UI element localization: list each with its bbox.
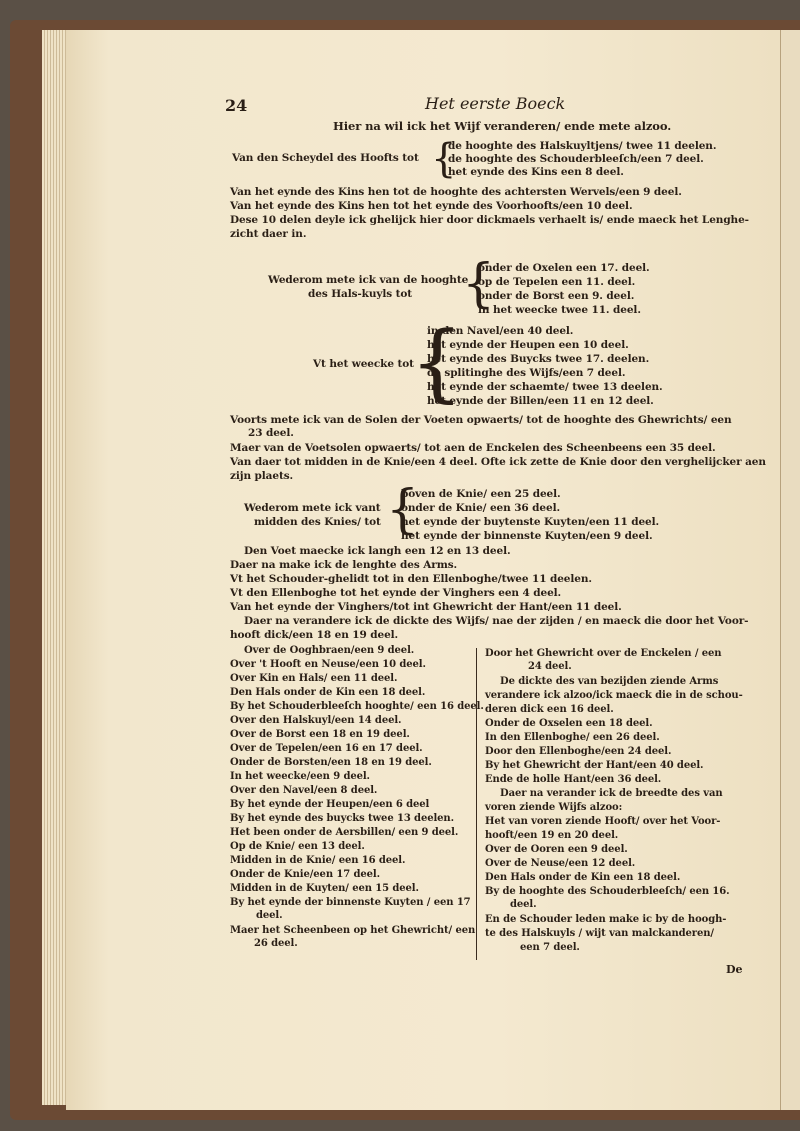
column-line: In den Ellenboghe/ een 26 deel. [485,732,660,743]
column-line: Op de Knie/ een 13 deel. [230,841,365,852]
intro-line: Hier na wil ick het Wijf veranderen/ ende mete alzoo. [333,119,672,133]
column-line: Door den Ellenboghe/een 24 deel. [485,746,672,757]
section3-item: het eynde des Buycks twee 17. deelen. [427,353,650,365]
column-line: 24 deel. [528,661,572,672]
column-line: Over de Neuse/een 12 deel. [485,858,636,869]
section4-item: het eynde der buytenste Kuyten/een 11 deel. [401,516,660,528]
section4-label: Wederom mete ick vant [244,502,381,514]
column-divider [476,648,477,960]
column-line: En de Schouder leden make ic by de hoogh- [485,914,727,925]
facing-page-strip [780,30,800,1110]
column-line: een 7 deel. [520,942,580,953]
text-line: Daer na verandere ick de dickte des Wijfs/ nae der zijden / en maeck die door het Voor- [244,615,749,627]
column-line: By het eynde der Heupen/een 6 deel [230,799,430,810]
column-line: Over den Halskuyl/een 14 deel. [230,715,402,726]
column-line: hooft/een 19 en 20 deel. [485,830,619,841]
text-line: hooft dick/een 18 en 19 deel. [230,629,399,641]
text-line: Vt den Ellenboghe tot het eynde der Vinghers een 4 deel. [230,587,562,599]
section1-label: Van den Scheydel des Hoofts tot [232,152,419,164]
column-line: Onder de Oxselen een 18 deel. [485,718,653,729]
text-line: Van daer tot midden in de Knie/een 4 deel. Ofte ick zette de Knie door den verghelijcker aen [230,456,766,468]
text-line: Dese 10 delen deyle ick ghelijck hier door dickmaels verhaelt is/ ende maeck het Lenghe- [230,214,749,226]
section1-brace: { [431,136,457,182]
column-line: Het been onder de Aersbillen/ een 9 deel. [230,827,459,838]
column-line: deren dick een 16 deel. [485,704,614,715]
section3-item: het eynde der Heupen een 10 deel. [427,339,629,351]
text-line: Maer van de Voetsolen opwaerts/ tot aen de Enckelen des Scheenbeens een 35 deel. [230,442,716,454]
section3-item: het eynde der Billen/een 11 en 12 deel. [427,395,654,407]
section4-label: midden des Knies/ tot [254,516,381,528]
section2-item: onder de Oxelen een 17. deel. [478,262,650,274]
section3-item: de splitinghe des Wijfs/een 7 deel. [427,367,626,379]
column-line: By het Schouderbleeſch hooghte/ een 16 deel. [230,701,484,712]
column-line: 26 deel. [254,938,298,949]
column-line: deel. [510,899,537,910]
column-line: Ende de holle Hant/een 36 deel. [485,774,662,785]
text-line: Voorts mete ick van de Solen der Voeten opwaerts/ tot de hooghte des Ghewrichts/ een [230,414,732,426]
section3-item: in den Navel/een 40 deel. [427,325,574,337]
section2-brace: { [462,254,496,314]
section2-label: Wederom mete ick van de hooghte [268,274,469,286]
text-line: Vt het Schouder-ghelidt tot in den Ellenboghe/twee 11 deelen. [230,573,592,585]
section2-item: in het weecke twee 11. deel. [478,304,641,316]
text-line: Daer na make ick de lenghte des Arms. [230,559,458,571]
text-line: 23 deel. [248,427,294,439]
column-line: In het weecke/een 9 deel. [230,771,370,782]
column-line: Over de Ooren een 9 deel. [485,844,628,855]
column-line: Den Hals onder de Kin een 18 deel. [485,872,681,883]
section3-item: het eynde der schaemte/ twee 13 deelen. [427,381,663,393]
column-line: Over den Navel/een 8 deel. [230,785,378,796]
column-line: Den Hals onder de Kin een 18 deel. [230,687,426,698]
section2-label: des Hals-kuyls tot [308,288,413,300]
column-line: Maer het Scheenbeen op het Ghewricht/ een [230,925,476,936]
section3-brace: { [410,313,464,411]
column-line: voren ziende Wijfs alzoo: [485,802,623,813]
column-line: Over Kin en Hals/ een 11 deel. [230,673,398,684]
column-line: Daer na verander ick de breedte des van [500,788,723,799]
text-line: Van het eynde des Kins hen tot het eynde des Voorhoofts/een 10 deel. [230,200,633,212]
column-line: Het van voren ziende Hooft/ over het Voor- [485,816,721,827]
column-line: Midden in de Kuyten/ een 15 deel. [230,883,419,894]
column-line: Onder de Borsten/een 18 en 19 deel. [230,757,432,768]
catchword: De [726,963,743,976]
text-line: Den Voet maecke ick langh een 12 en 13 deel. [244,545,511,557]
section4-brace: { [386,480,420,540]
column-line: By het eynde des buycks twee 13 deelen. [230,813,454,824]
column-line: te des Halskuyls / wijt van malckanderen/ [485,928,714,939]
section3-label: Vt het weecke tot [313,358,414,370]
section2-item: onder de Borst een 9. deel. [478,290,635,302]
section4-item: boven de Knie/ een 25 deel. [401,488,561,500]
section1-item: de hooghte des Schouderbleeſch/een 7 deel. [448,153,704,165]
column-line: Over de Ooghbraen/een 9 deel. [244,645,415,656]
column-line: By het Ghewricht der Hant/een 40 deel. [485,760,704,771]
column-line: Over de Tepelen/een 16 en 17 deel. [230,743,423,754]
section1-item: het eynde des Kins een 8 deel. [448,166,624,178]
column-line: De dickte des van bezijden ziende Arms [500,676,719,687]
text-line: Van het eynde des Kins hen tot de hooghte des achtersten Wervels/een 9 deel. [230,186,682,198]
section4-item: onder de Knie/ een 36 deel. [401,502,561,514]
text-line: zicht daer in. [230,228,307,240]
column-line: Onder de Knie/een 17 deel. [230,869,380,880]
column-line: By het eynde der binnenste Kuyten / een 17 [230,897,471,908]
page-number: 24 [225,96,248,115]
column-line: By de hooghte des Schouderbleeſch/ een 16. [485,886,730,897]
column-line: Midden in de Knie/ een 16 deel. [230,855,406,866]
text-line: zijn plaets. [230,470,294,482]
running-title: Het eerste Boeck [425,94,566,113]
text-line: Van het eynde der Vinghers/tot int Ghewricht der Hant/een 11 deel. [230,601,622,613]
section2-item: op de Tepelen een 11. deel. [478,276,636,288]
column-line: Over 't Hooft en Neuse/een 10 deel. [230,659,426,670]
section4-item: het eynde der binnenste Kuyten/een 9 deel. [401,530,653,542]
column-line: deel. [256,910,283,921]
column-line: verandere ick alzoo/ick maeck die in de schou- [485,690,743,701]
section1-item: de hooghte des Halskuyltjens/ twee 11 deelen. [448,140,717,152]
column-line: Door het Ghewricht over de Enckelen / een [485,648,722,659]
column-line: Over de Borst een 18 en 19 deel. [230,729,410,740]
